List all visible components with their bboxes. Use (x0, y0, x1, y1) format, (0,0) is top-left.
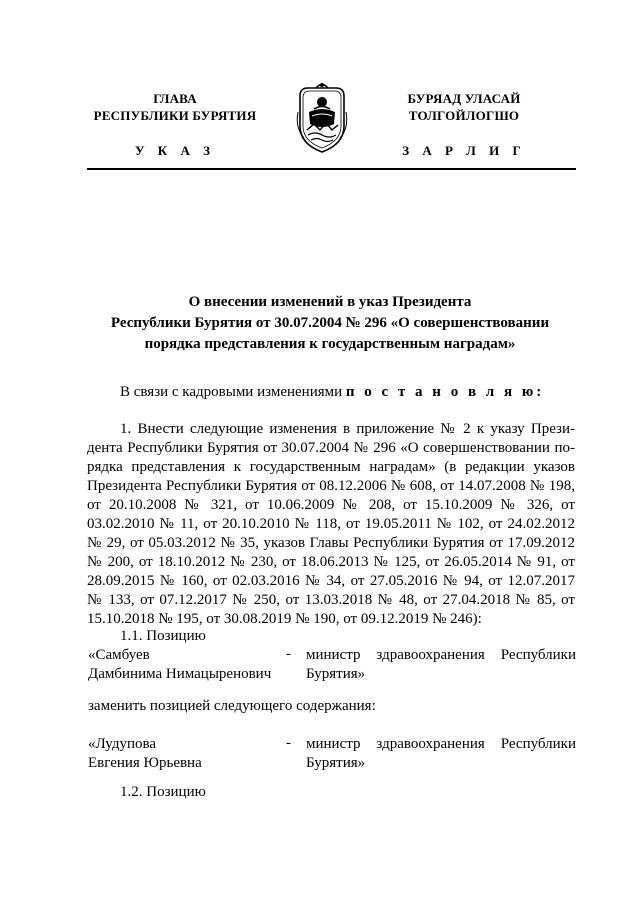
old-position-dash: - (286, 646, 291, 662)
new-position-dash: - (286, 735, 291, 751)
new-position-role (306, 735, 576, 773)
new-position-name-line-2: Евгения Юрьевна (88, 755, 202, 771)
intro-text: В связи с кадровыми изменениями (120, 384, 343, 400)
new-position-role-line-1: министр здравоохранения Республики (306, 736, 576, 752)
item-1-2: 1.2. Позицию (120, 784, 206, 800)
header-left-line-2: РЕСПУБЛИКИ БУРЯТИЯ (93, 108, 257, 123)
intro-paragraph (120, 383, 580, 402)
title-line-2: Республики Бурятия от 30.07.2004 № 296 «О совершенствовании (110, 315, 550, 331)
paragraph-1-line: № 29, от 05.03.2012 № 35, указов Главы Республики Бурятия от 17.09.2012 (87, 535, 575, 551)
replace-instruction: заменить позицией следующего содержания: (88, 698, 376, 714)
header-right-title (384, 90, 544, 124)
item-1-1: 1.1. Позицию (120, 628, 206, 644)
header-right-line-2: ТОЛГОЙЛОГШО (408, 108, 520, 123)
paragraph-1-line: от 20.10.2008 № 321, от 10.06.2009 № 208, от 15.10.2009 № 326, от (87, 497, 575, 513)
paragraph-1-line: № 200, от 18.10.2012 № 230, от 18.06.2013 № 125, от 26.05.2014 № 91, от (87, 554, 575, 570)
old-position-role (306, 646, 576, 684)
paragraph-1-line: дента Республики Бурятия от 30.07.2004 № 296 «О совершенствовании по- (87, 440, 575, 456)
intro-emphasis: п о с т а н о в л я ю: (345, 384, 545, 400)
paragraph-1-line: 03.02.2010 № 11, от 20.10.2010 № 118, от 19.05.2011 № 102, от 24.02.2012 (87, 516, 575, 532)
header-left-line-1: ГЛАВА (153, 91, 197, 106)
header-left-title (80, 90, 270, 124)
old-position-name-line-1: «Самбуев (88, 647, 150, 663)
doc-type-left: У К А З (135, 143, 215, 158)
paragraph-1-line: № 133, от 07.12.2017 № 250, от 13.03.2018 № 48, от 27.04.2018 № 85, от (87, 592, 575, 608)
document-title (90, 292, 570, 355)
header-right-line-1: БУРЯАД УЛАСАЙ (407, 91, 521, 106)
header-divider (87, 168, 576, 170)
paragraph-1-line: 15.10.2018 № 195, от 30.08.2019 № 190, от 09.12.2019 № 246): (87, 611, 482, 627)
doc-type-right: З А Р Л И Г (402, 143, 526, 158)
paragraph-1-line: 1. Внести следующие изменения в приложение № 2 к указу Прези- (120, 421, 575, 437)
paragraph-1-line: рядка представления к государственным наградам» (в редакции указов (87, 459, 575, 475)
buryatia-coat-of-arms-icon (294, 82, 350, 156)
old-position-name (88, 646, 288, 684)
new-position-name-line-1: «Лудупова (88, 736, 157, 752)
paragraph-1-line: Президента Республики Бурятия от 08.12.2006 № 608, от 14.07.2008 № 198, (87, 478, 575, 494)
old-position-name-line-2: Дамбинима Нимацыренович (88, 666, 272, 682)
paragraph-1 (87, 420, 575, 629)
paragraph-1-line: 28.09.2015 № 160, от 02.03.2016 № 34, от 27.05.2016 № 94, от 12.07.2017 (87, 573, 575, 589)
title-line-1: О внесении изменений в указ Президента (188, 294, 472, 310)
title-line-3: порядка представления к государственным наградам» (144, 336, 516, 352)
old-position-role-line-1: министр здравоохранения Республики (306, 647, 576, 663)
old-position-role-line-2: Бурятия» (306, 666, 366, 682)
new-position-name (88, 735, 288, 773)
new-position-role-line-2: Бурятия» (306, 755, 366, 771)
